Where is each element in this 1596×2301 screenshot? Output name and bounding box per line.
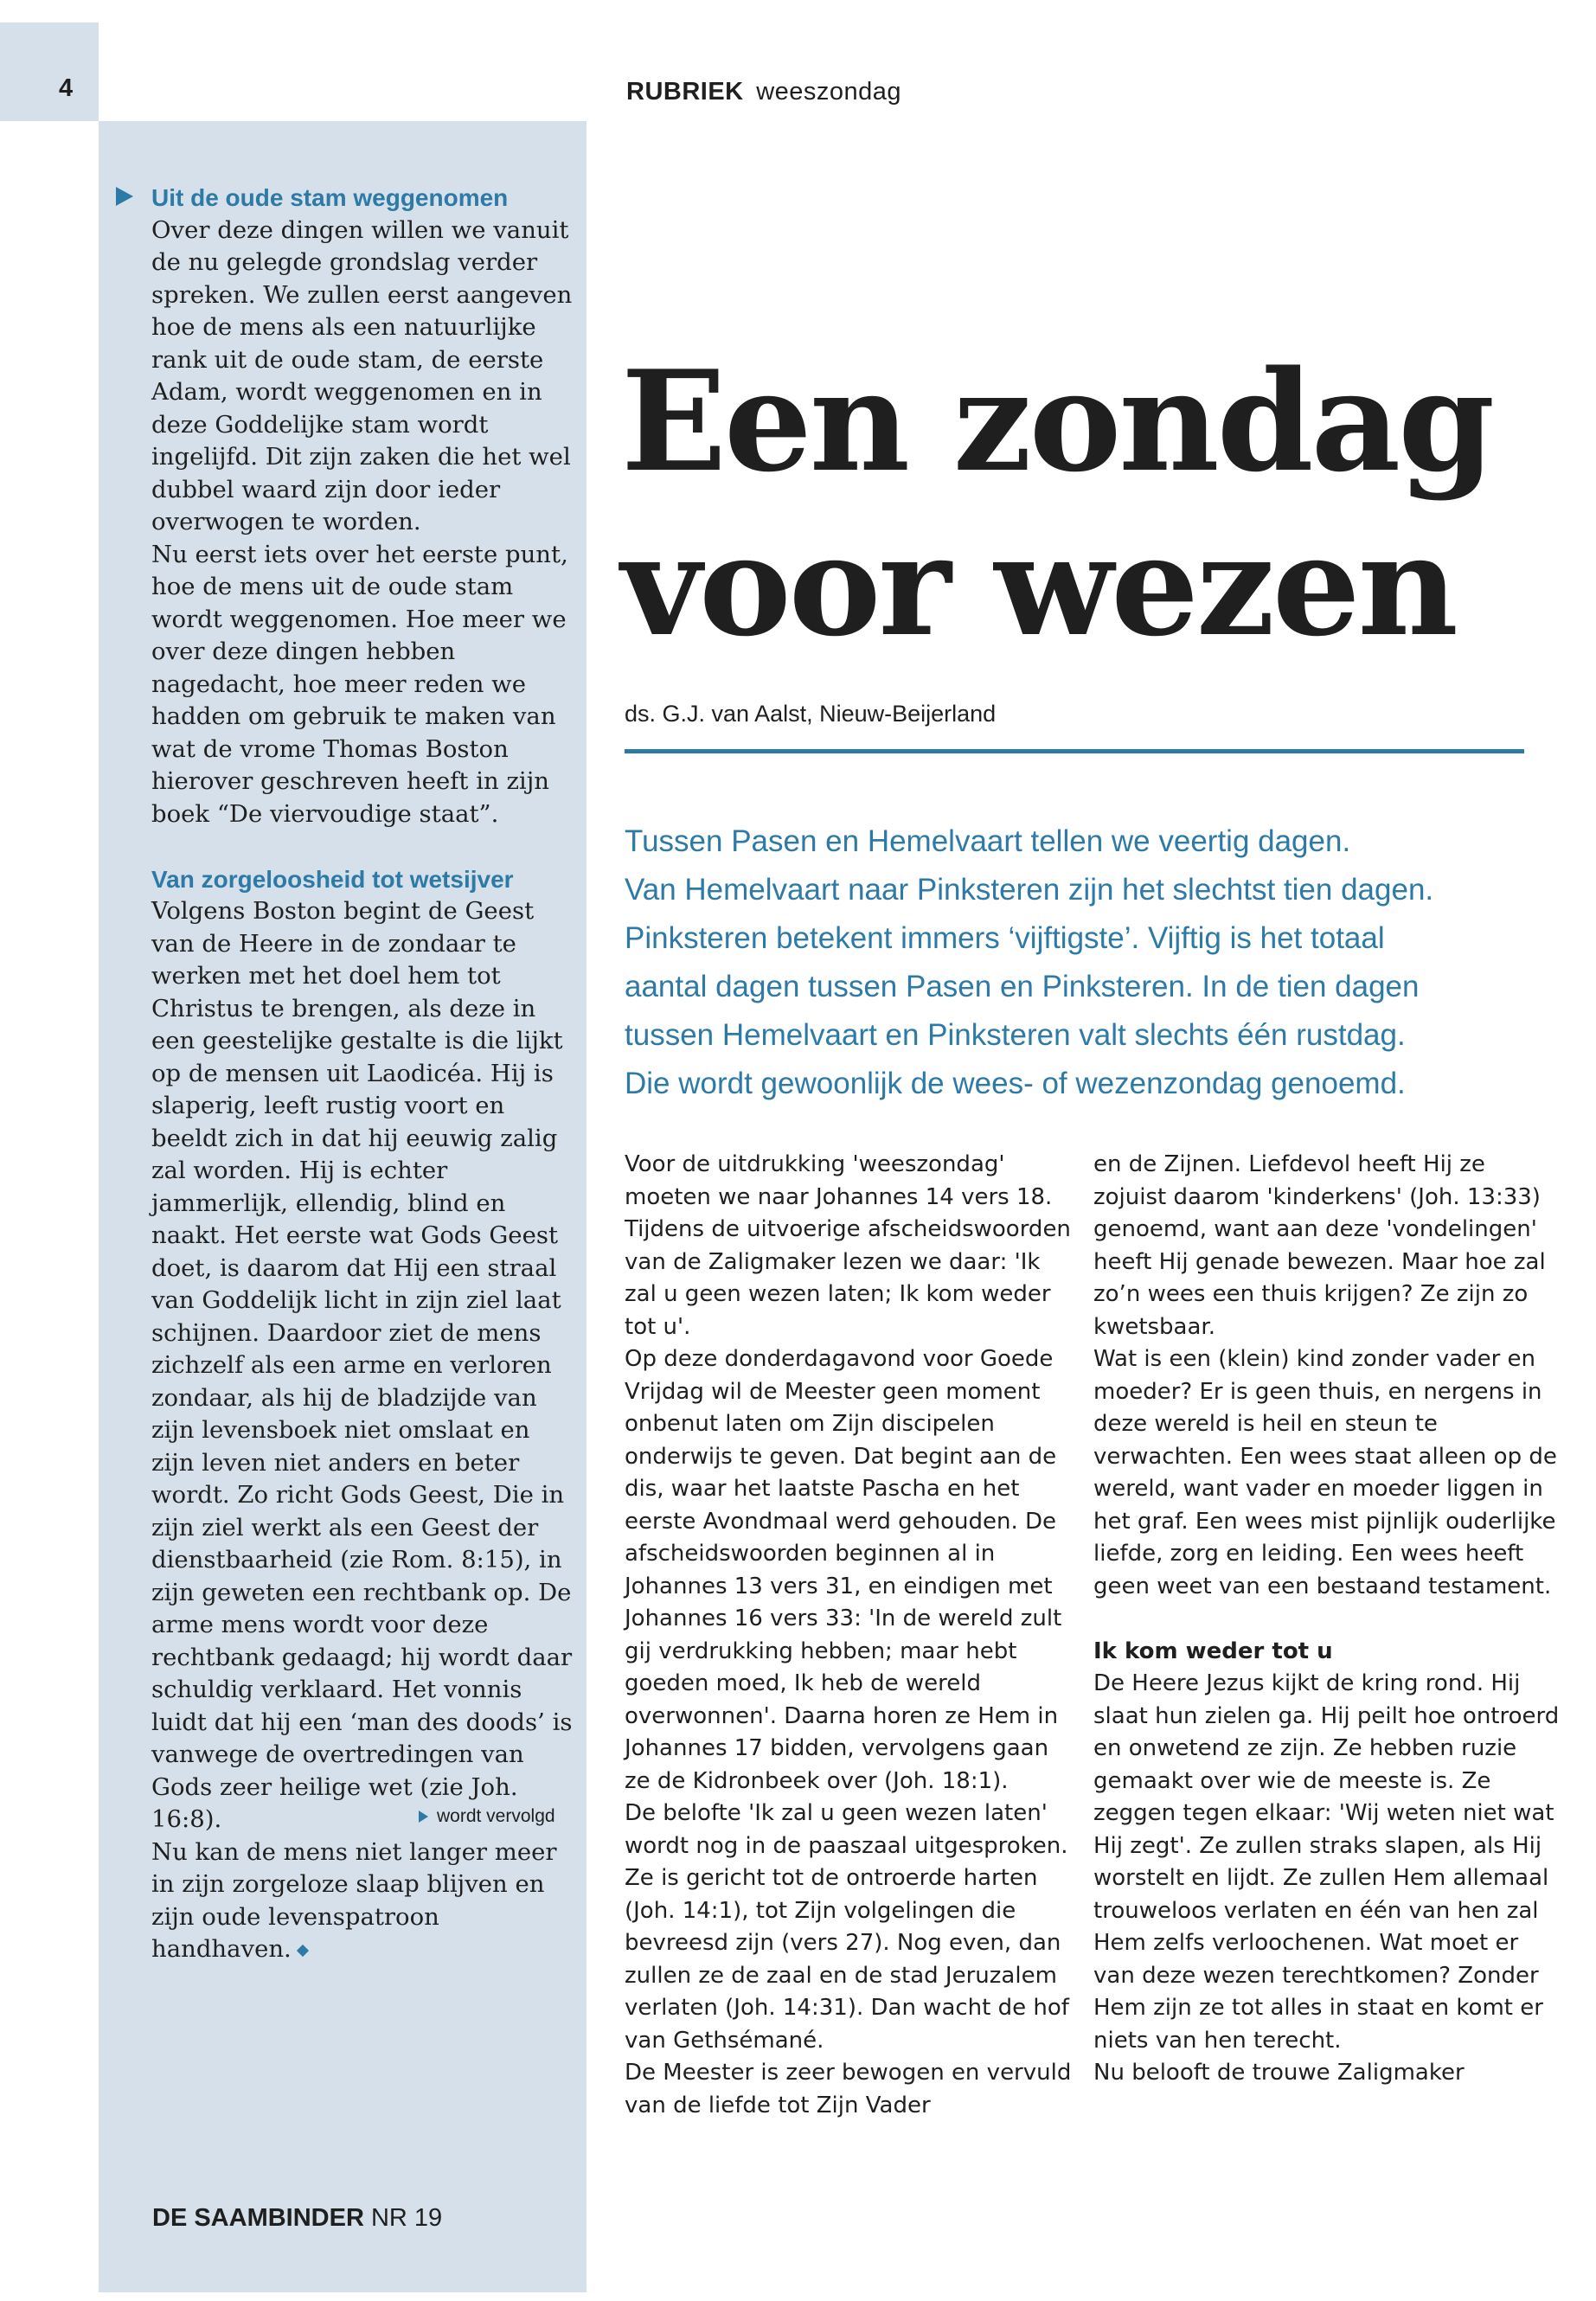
section-label: RUBRIEK — [626, 78, 744, 106]
body-subheading: Ik kom weder tot u — [1093, 1638, 1333, 1664]
title-line-2: voor wezen — [621, 504, 1456, 667]
sidebar-paragraph-4 — [151, 1836, 575, 1966]
body-column-1 — [625, 1149, 1074, 2122]
sidebar-paragraph-4-text: Nu kan de mens niet langer meer in zijn zorgeloze slaap blijven en zijn oude levenspatroon handhaven. — [151, 1837, 557, 1963]
sidebar-paragraph-1: Over deze dingen willen we vanuit de nu gelegde grondslag verder spreken. We zullen eerst aangeven hoe de mens als een natuurlijke rank uit de oude stam, de eerste Adam, wordt weggenomen en in deze Goddelijke stam wordt ingelijfd. Dit zijn zaken die het wel dubbel waard zijn door ieder overwogen te worden. — [151, 215, 573, 535]
spacer — [151, 830, 575, 863]
article-title — [621, 339, 1573, 668]
intro-line: Van Hemelvaart naar Pinksteren zijn het slechtst tien dagen. — [625, 873, 1434, 907]
continued-text: wordt vervolgd — [437, 1806, 555, 1826]
body-paragraph: Wat is een (klein) kind zonder vader en moeder? Er is geen thuis, en nergens in deze wereld is heil en steun te verwachten. Een wees staat alleen op de wereld, want vader en moeder liggen in het graf. Een wees mist pijnlijk ouderlijke liefde, zorg en leiding. Een wees heeft geen weet van een bestaand testament. — [1093, 1346, 1557, 1599]
author-byline: ds. G.J. van Aalst, Nieuw-Beijerland — [625, 701, 997, 727]
body-paragraph: De Meester is zeer bewogen en vervuld van de liefde tot Zijn Vader — [625, 2060, 1072, 2118]
sidebar-heading-1: Uit de oude stam weggenomen — [151, 184, 509, 211]
intro-line: aantal dagen tussen Pasen en Pinksteren. In de tien dagen — [625, 970, 1420, 1003]
body-paragraph: De belofte 'Ik zal u geen wezen laten' wordt nog in de paaszaal uitgesproken. Ze is gericht tot de ontroerde harten (Joh. 14:1), tot Zijn volgelingen die bevreesd zijn (vers 27). Nog even, dan zullen ze de zaal en de stad Jeruzalem verlaten (Joh. 14:31). Dan wacht de hof van Gethsémané. — [625, 1800, 1069, 2054]
body-paragraph: Op deze donderdagavond voor Goede Vrijdag wil de Meester geen moment onbenut laten om Zijn discipelen onderwijs te geven. Dat begint aan de dis, waar het laatste Pascha en het eerste Avondmaal werd gehouden. De afscheidswoorden beginnen al in Johannes 13 vers 31, en eindigen met Johannes 16 vers 33: 'In de wereld zult gij verdrukking hebben; maar hebt goeden moed, Ik heb de wereld overwonnen'. Daarna horen ze Hem in Johannes 17 bidden, vervolgens gaan ze de Kidronbeek over (Joh. 18:1). — [625, 1346, 1062, 1794]
body-paragraph: Nu belooft de trouwe Zaligmaker — [1093, 2060, 1465, 2086]
arrow-right-icon — [116, 187, 133, 206]
sidebar-paragraph-3: Volgens Boston begint de Geest van de Heere in de zondaar te werken met het doel hem tot Christus te brengen, als deze in een geestelijke gestalte is die lijkt op de mensen uit Laodicéa. Hij is slaperig, leeft rustig voort en beeldt zich in dat hij eeuwig zalig zal worden. Hij is echter jammerlijk, ellendig, blind en naakt. Het eerste wat Gods Geest doet, is daarom dat Hij een straal van Goddelijk licht in zijn ziel laat schijnen. Daardoor ziet de mens zichzelf als een arme en verloren zondaar, als hij de bladzijde van zijn levensboek niet omslaat en zijn leven niet anders en beter wordt. Zo richt Gods Geest, Die in zijn ziel werkt als een Geest der dienstbaarheid (zie Rom. 8:15), in zijn geweten een rechtbank op. De arme mens wordt voor deze rechtbank gedaagd; hij wordt daar schuldig verklaard. Het vonnis luidt dat hij een ‘man des doods’ is vanwege de overtredingen van Gods zeer heilige wet (zie Joh. 16:8). — [151, 897, 573, 1833]
intro-line: Die wordt gewoonlijk de wees- of wezenzondag genoemd. — [625, 1067, 1406, 1100]
arrow-right-small-icon — [419, 1811, 428, 1823]
section-name: weeszondag — [756, 78, 902, 106]
intro-line: tussen Hemelvaart en Pinksteren valt slechts één rustdag. — [625, 1018, 1406, 1052]
sidebar-heading-2: Van zorgeloosheid tot wetsijver — [151, 865, 514, 893]
body-paragraph: en de Zijnen. Liefdevol heeft Hij ze zojuist daarom 'kinderkens' (Joh. 13:33) genoemd, want aan deze 'vondelingen' heeft Hij genade bewezen. Maar hoe zal zo’n wees een thuis krijgen? Ze zijn zo kwetsbaar. — [1093, 1151, 1546, 1340]
section-header — [626, 78, 901, 106]
body-paragraph: Voor de uitdrukking 'weeszondag' moeten we naar Johannes 14 vers 18. Tijdens de uitvoerige afscheidswoorden van de Zaligmaker lezen we daar: 'Ik zal u geen wezen laten; Ik kom weder tot u'. — [625, 1151, 1071, 1340]
page-number: 4 — [59, 74, 74, 102]
page-number-box — [0, 22, 99, 121]
spacer — [1093, 1603, 1561, 1636]
continued-note — [419, 1806, 555, 1827]
sidebar-column — [151, 182, 575, 1966]
divider-rule — [625, 749, 1524, 753]
body-paragraph: De Heere Jezus kijkt de kring rond. Hij slaat hun zielen ga. Hij peilt hoe ontroerd en onwetend ze zijn. Ze hebben ruzie gemaakt over wie de meeste is. Ze zeggen tegen elkaar: 'Wij weten niet wat Hij zegt'. Ze zullen straks slapen, als Hij worstelt en lijdt. Ze zullen Hem allemaal trouweloos verlaten en één van hen zal Hem zelfs verloochenen. Wat moet er van deze wezen terechtkomen? Zonder Hem zijn ze tot alles in staat en komt er niets van hen terecht. — [1093, 1670, 1560, 2054]
title-line-1: Een zondag — [621, 340, 1493, 503]
intro-lead — [625, 817, 1550, 1108]
magazine-name: DE SAAMBINDER — [152, 2204, 364, 2232]
issue-number: NR 19 — [370, 2204, 443, 2232]
intro-line: Tussen Pasen en Hemelvaart tellen we veertig dagen. — [625, 824, 1351, 858]
end-mark-icon — [297, 1944, 309, 1956]
body-column-2 — [1093, 1149, 1561, 2090]
intro-line: Pinksteren betekent immers ‘vijftigste’. Vijftig is het totaal — [625, 921, 1385, 955]
footer — [152, 2204, 442, 2233]
sidebar-paragraph-2: Nu eerst iets over het eerste punt, hoe de mens uit de oude stam wordt weggenomen. Hoe meer we over deze dingen hebben nagedacht, hoe meer reden we hadden om gebruik te maken van wat de vrome Thomas Boston hierover geschreven heeft in zijn boek “De viervoudige staat”. — [151, 540, 568, 828]
